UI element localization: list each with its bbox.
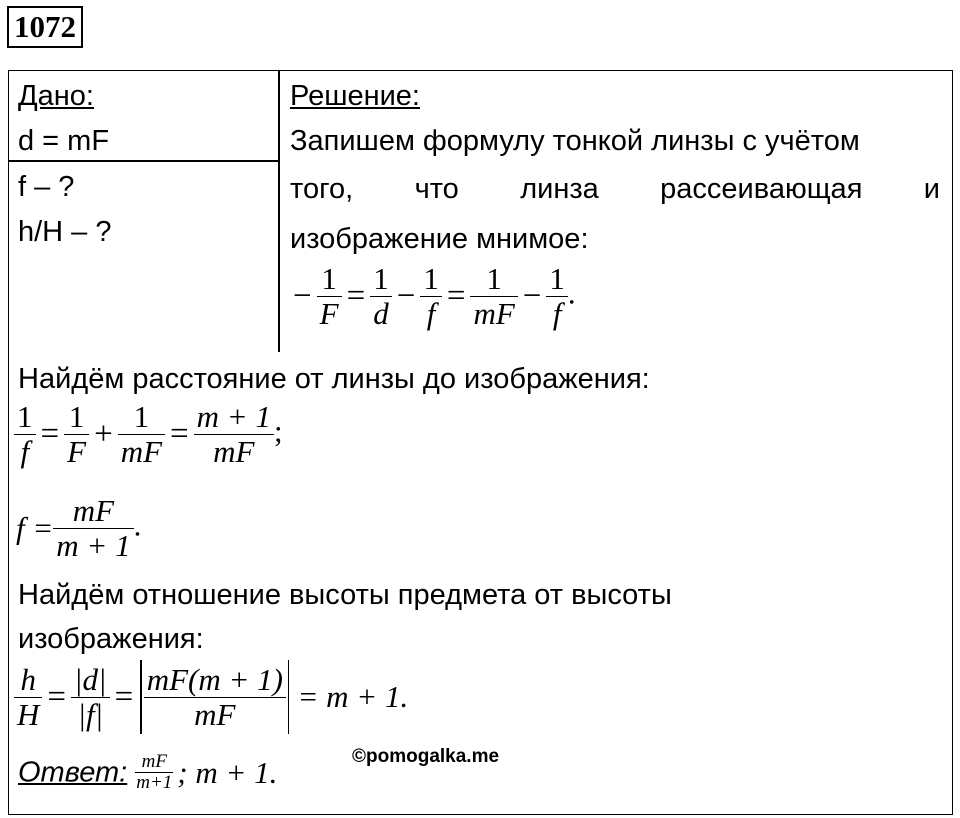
- fraction-1-over-F: $\frac{1}{F}$: [317, 262, 342, 331]
- problem-number: 1072: [7, 6, 83, 48]
- ratio-result: = m + 1.: [297, 679, 409, 714]
- period: .: [133, 507, 142, 543]
- fraction-m-plus-1-over-mF: $\frac{m + 1}{mF}$: [194, 400, 274, 469]
- unknown-f: f – ?: [18, 171, 75, 203]
- intro-line-3: изображение мнимое:: [290, 223, 589, 255]
- answer-rest: ; m + 1.: [177, 754, 278, 790]
- fraction-1-over-mF: $\frac{1}{mF}$: [118, 400, 165, 469]
- fraction-abs-d-over-abs-f: $\frac{|d|}{|f|}$: [71, 663, 110, 732]
- answer: [18, 752, 277, 793]
- f-equals: f =: [16, 510, 54, 546]
- fraction-mF-over-m-plus-1: $\frac{mF}{m + 1}$: [53, 494, 133, 563]
- answer-fraction: $\frac{mF}{m+1}$: [136, 751, 173, 794]
- equals-sign: =: [346, 278, 366, 314]
- plus-sign: +: [94, 416, 113, 452]
- equals-sign: =: [170, 416, 189, 452]
- intro-line-2: [290, 172, 940, 206]
- fraction-1-over-mF: $\frac{1}{mF}$: [470, 262, 517, 331]
- inverse-f-equation: [14, 400, 283, 469]
- watermark: ©pomogalka.me: [352, 746, 500, 767]
- step-2-line-1: Найдём отношение высоты предмета от высоты: [18, 579, 672, 611]
- fraction-h-over-H: $\frac{h}{H}$: [14, 663, 42, 732]
- step-2-line-2: изображения:: [18, 623, 204, 655]
- fraction-1-over-f: $\frac{1}{f}$: [420, 262, 442, 331]
- equals-sign: =: [40, 416, 60, 452]
- fraction-1-over-d: $\frac{1}{d}$: [370, 262, 392, 331]
- solution-heading: Решение:: [290, 80, 420, 112]
- intro-line-1: Запишем формулу тонкой линзы с учётом: [290, 125, 860, 157]
- answer-label: Ответ:: [18, 756, 128, 789]
- fraction-mF-m-plus-1-over-mF: $\frac{mF(m + 1)}{mF}$: [144, 663, 286, 732]
- intro-word: рассеивающая: [660, 173, 863, 205]
- intro-word: линза: [520, 173, 599, 205]
- step-1-text: Найдём расстояние от линзы до изображения:: [18, 363, 650, 395]
- unknown-ratio: h/H – ?: [18, 216, 112, 248]
- given-divider-horizontal: [8, 160, 278, 162]
- fraction-1-over-f: $\frac{1}{f}$: [14, 400, 36, 469]
- semicolon: ;: [273, 413, 283, 449]
- equals-sign: =: [47, 678, 67, 715]
- period: .: [567, 275, 576, 311]
- intro-word: того,: [290, 173, 354, 205]
- intro-word: что: [414, 173, 459, 205]
- abs-bar-left: [140, 660, 142, 734]
- intro-word: и: [923, 173, 940, 205]
- fraction-1-over-f: $\frac{1}{f}$: [546, 262, 568, 331]
- given-condition: d = mF: [18, 125, 110, 157]
- lens-formula: [288, 262, 576, 331]
- f-equation: [16, 494, 141, 563]
- equals-sign: =: [446, 278, 466, 314]
- ratio-equation: [14, 660, 408, 734]
- abs-bar-right: [288, 660, 290, 734]
- minus-sign: −: [396, 278, 416, 314]
- equals-sign: =: [114, 678, 134, 715]
- fraction-1-over-F: $\frac{1}{F}$: [64, 400, 89, 469]
- minus-sign: −: [293, 278, 312, 314]
- given-divider-vertical: [278, 70, 280, 352]
- minus-sign: −: [522, 278, 542, 314]
- given-heading: Дано:: [18, 80, 94, 112]
